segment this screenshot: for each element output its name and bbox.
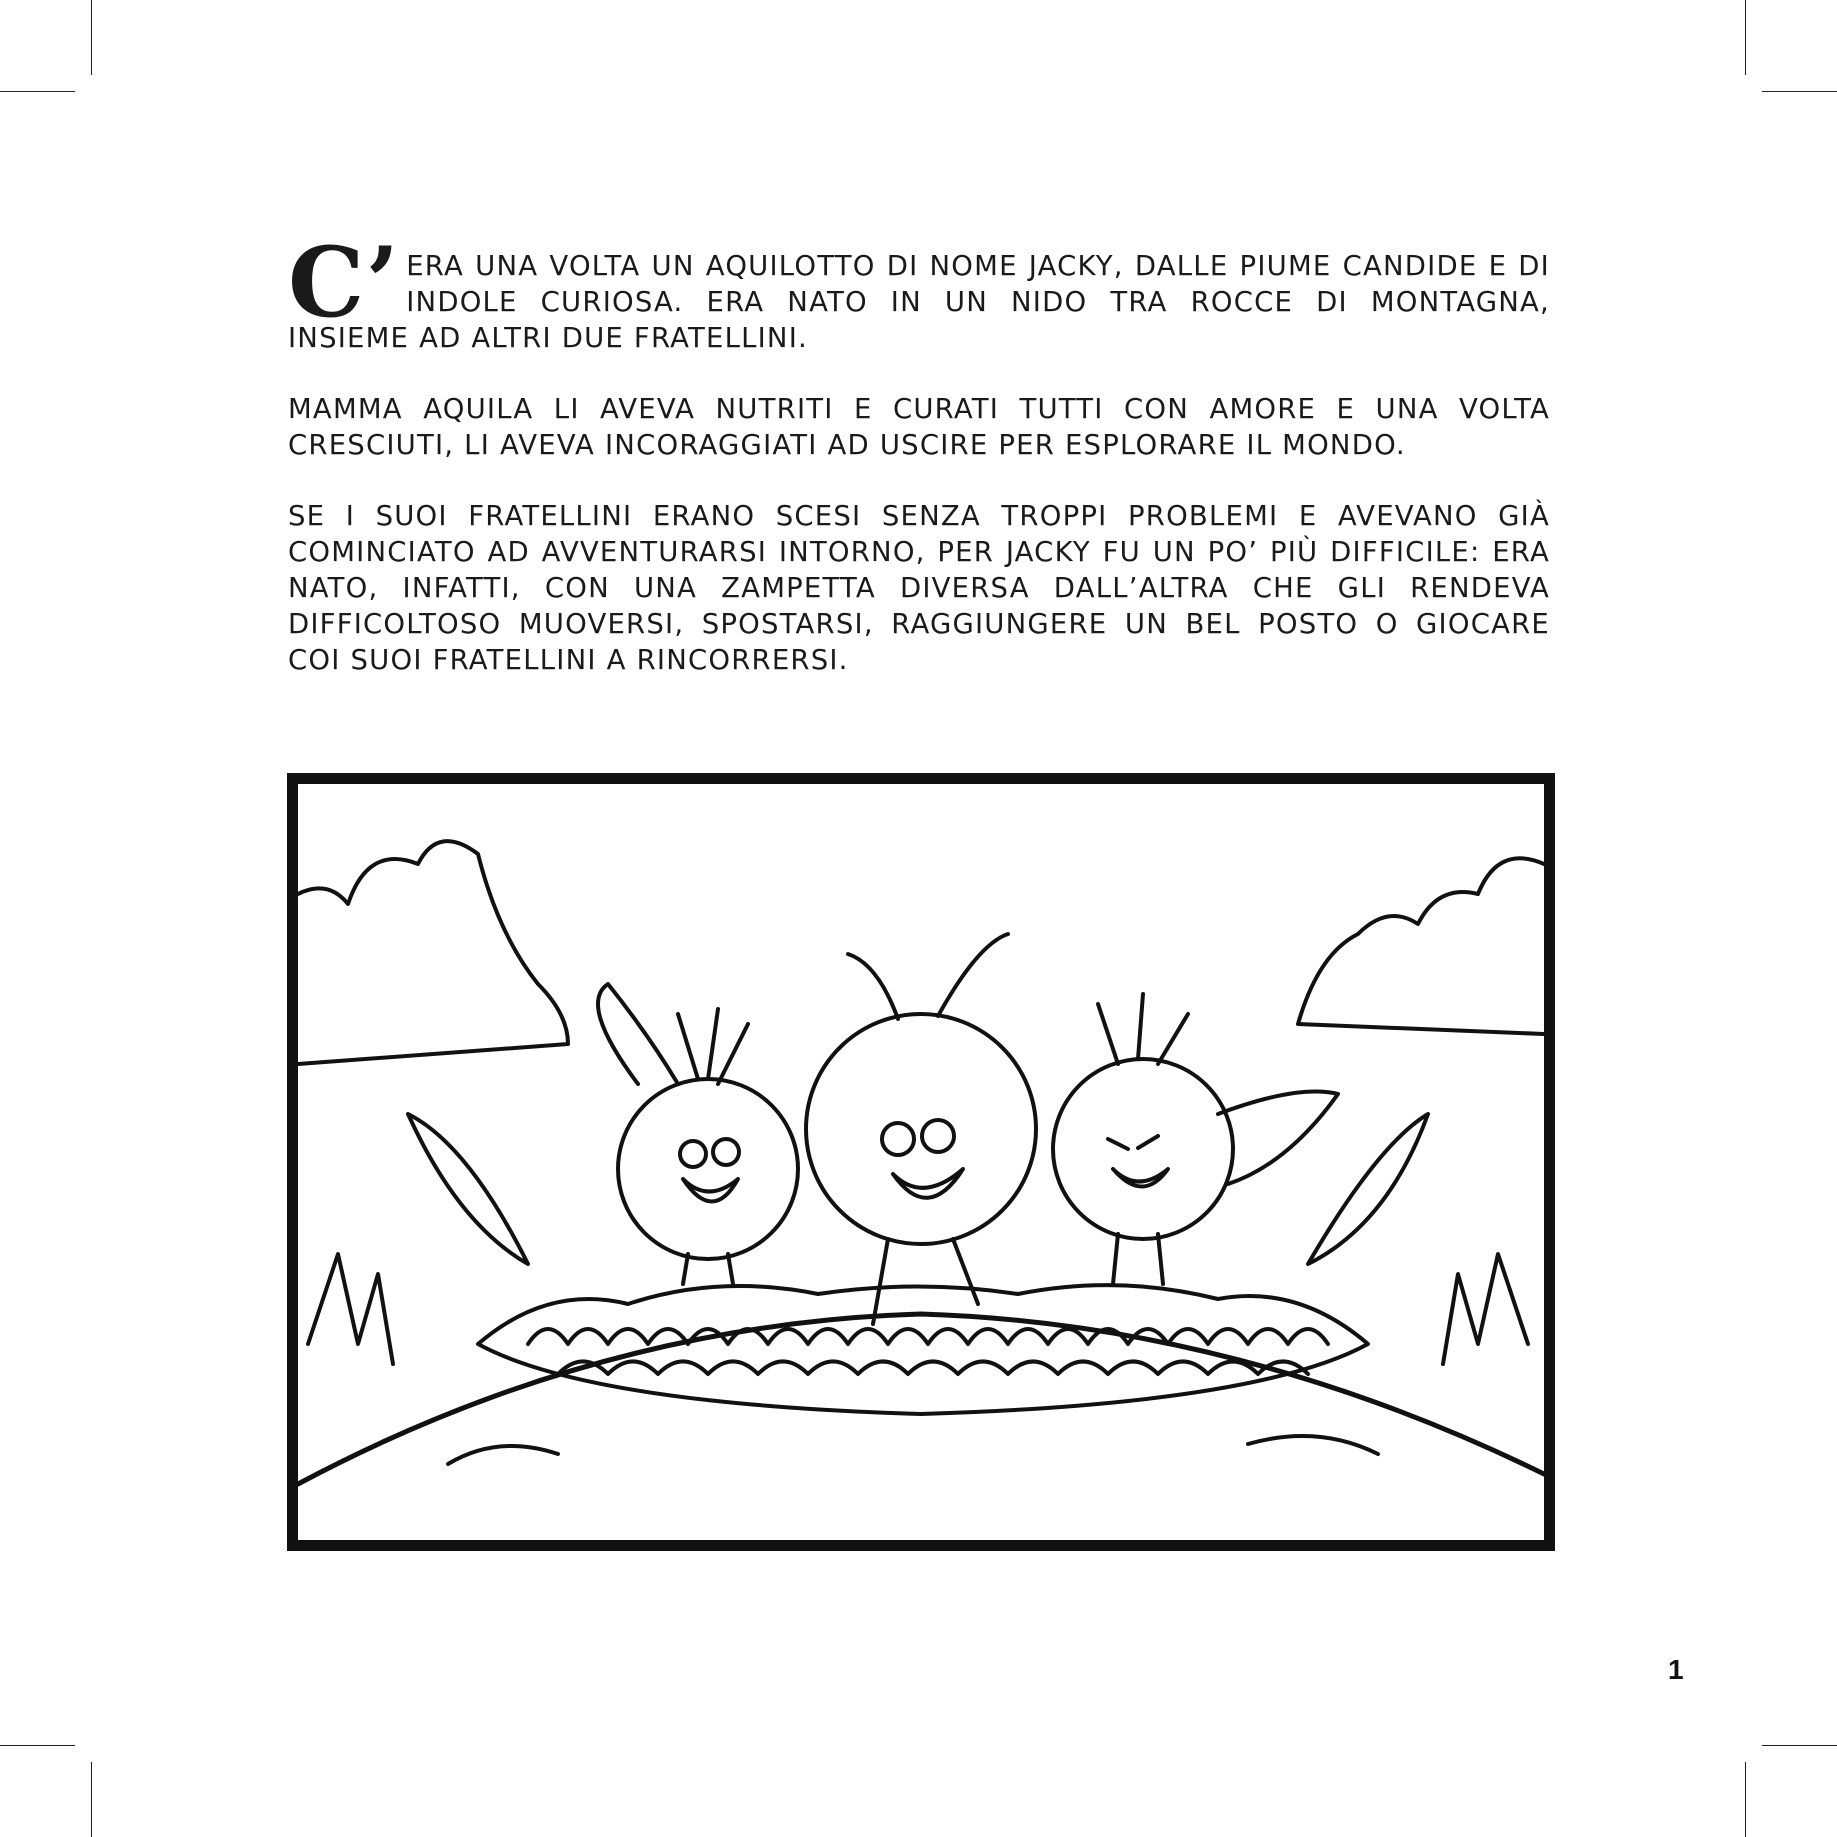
crop-mark-top-left-horizontal: [0, 91, 75, 92]
page-number: 1: [1668, 1654, 1684, 1685]
crop-mark-bottom-right-vertical: [1745, 1762, 1746, 1837]
story-paragraph-3: SE I SUOI FRATELLINI ERANO SCESI SENZA TROPPI PROBLEMI E AVEVANO GIÀ COMINCIATO AD AVVENTURARSI INTORNO, PER JACKY FU UN PO’ PIÙ DIFFICILE: ERA NATO, INFATTI, CON UNA ZAMPETTA DIVERSA DALL’ALTRA CHE GLI RENDEVA DIFFICOLTOSO MUOVERSI, SPOSTARSI, RAGGIUNGERE UN BEL POSTO O GIOCARE COI SUOI FRATELLINI A RINCORRERSI.: [288, 500, 1550, 676]
crop-mark-bottom-left-horizontal: [0, 1745, 75, 1746]
cloud-right: [1298, 858, 1544, 1034]
nest: [478, 1285, 1368, 1414]
crop-mark-bottom-left-vertical: [91, 1762, 92, 1837]
chick-right: [1053, 994, 1338, 1284]
nest-illustration-art: [298, 784, 1544, 1540]
story-paragraph-2: MAMMA AQUILA LI AVEVA NUTRITI E CURATI TUTTI CON AMORE E UNA VOLTA CRESCIUTI, LI AVEVA INCORAGGIATI AD USCIRE PER ESPLORARE IL MONDO.: [288, 393, 1550, 461]
leaf-right: [1308, 1114, 1428, 1264]
nest-illustration: [287, 773, 1555, 1551]
crop-mark-bottom-right-horizontal: [1762, 1745, 1837, 1746]
grass-right: [1443, 1254, 1528, 1364]
crop-mark-top-left-vertical: [91, 0, 92, 75]
crop-mark-top-right-vertical: [1745, 0, 1746, 75]
story-paragraph-1-text: ERA UNA VOLTA UN AQUILOTTO DI NOME JACKY, DALLE PIUME CANDIDE E DI INDOLE CURIOSA. ERA NATO IN UN NIDO TRA ROCCE DI MONTAGNA, INSIEME AD ALTRI DUE FRATELLINI.: [288, 250, 1550, 354]
chick-center: [806, 934, 1036, 1324]
leaf-left: [408, 1114, 528, 1264]
story-paragraph-1: [288, 226, 1550, 356]
story-text: [288, 226, 1550, 713]
cloud-left: [298, 841, 568, 1064]
crop-mark-top-right-horizontal: [1762, 91, 1837, 92]
grass-left: [308, 1254, 393, 1364]
chick-left: [598, 984, 798, 1284]
drop-cap: C’: [288, 226, 401, 339]
